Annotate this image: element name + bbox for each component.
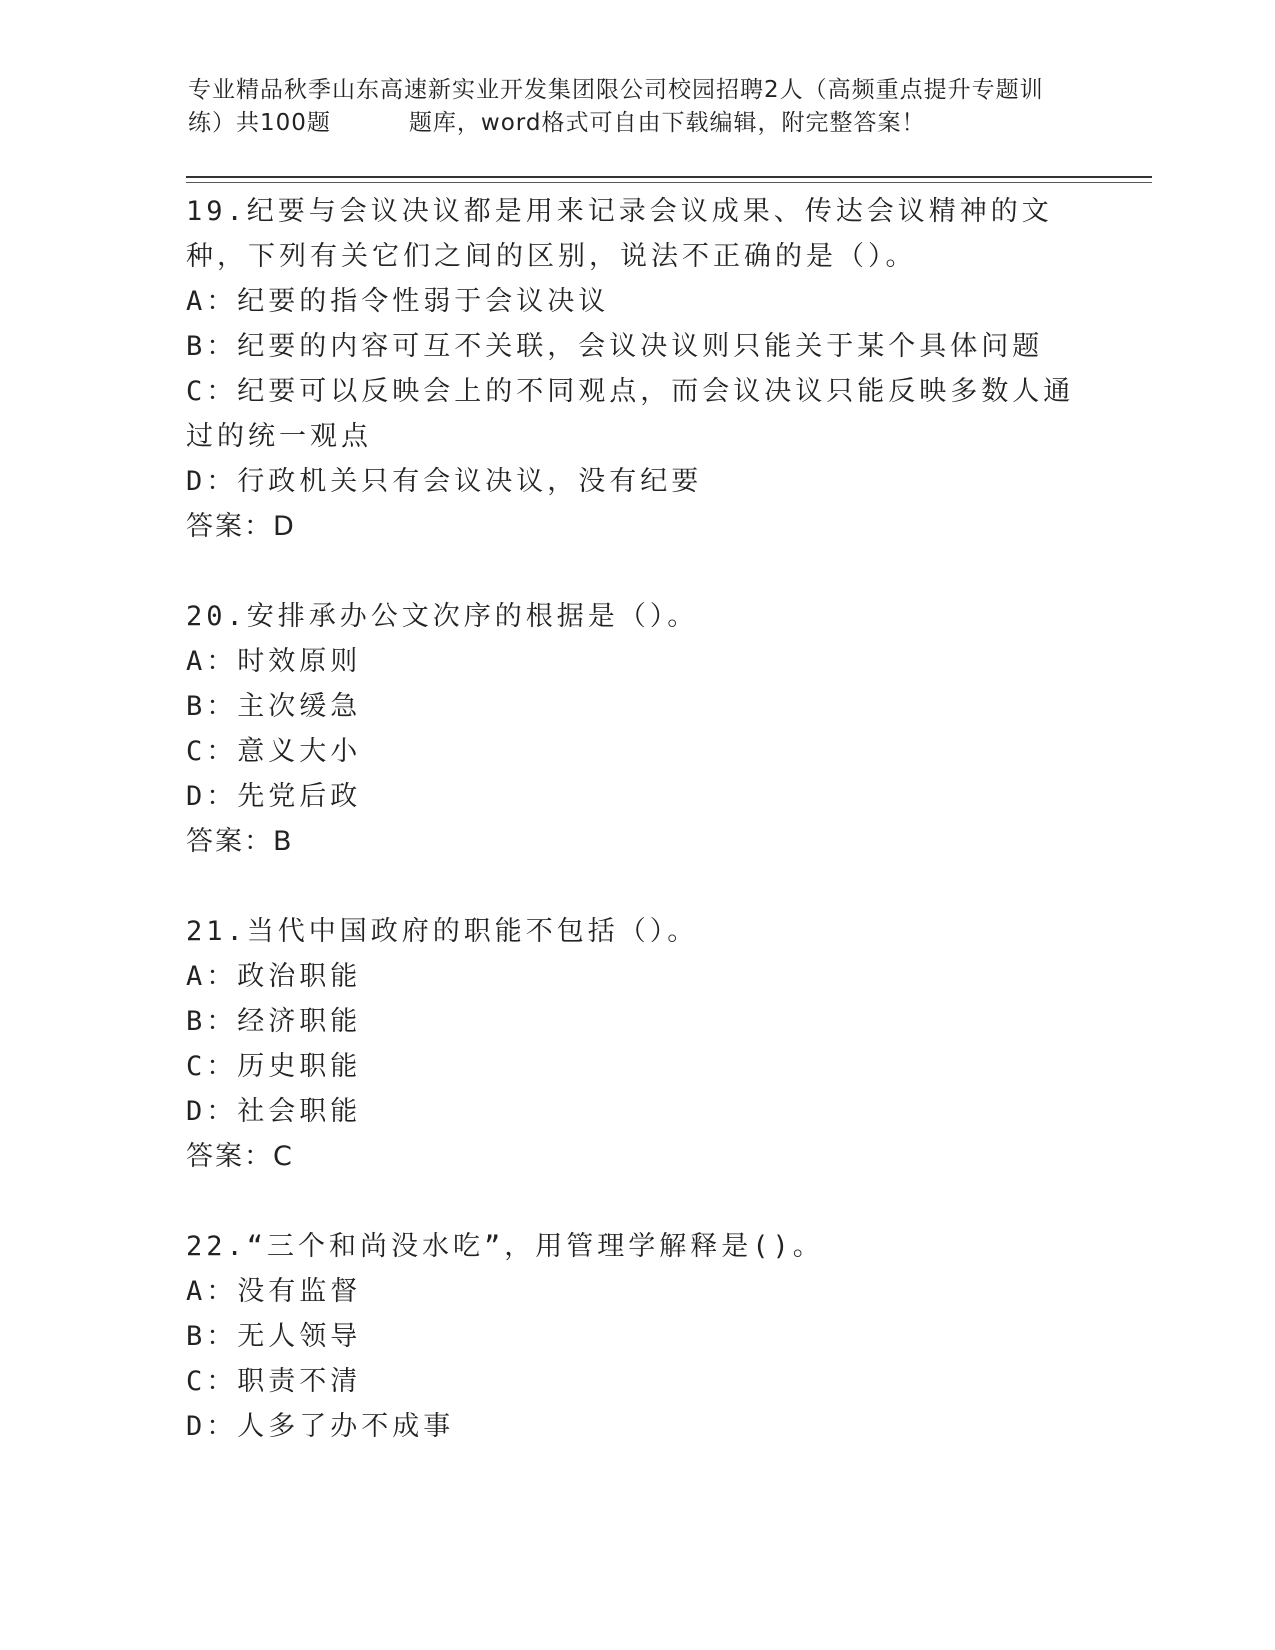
- header-line-1: 专业精品秋季山东高速新实业开发集团限公司校园招聘2人（高频重点提升专题训: [188, 77, 1044, 103]
- header-line-2: [188, 107, 1088, 140]
- answer: 答案：C: [186, 1141, 294, 1172]
- option-a: A：时效原则: [186, 646, 362, 677]
- header-line-2-left: 练）共100题: [188, 110, 331, 136]
- question-stem: 19.纪要与会议决议都是用来记录会议成果、传达会议精神的文种，下列有关它们之间的区别，说法不正确的是（）。: [186, 196, 1053, 272]
- question-list: [186, 189, 1086, 1494]
- answer: 答案：B: [186, 826, 294, 857]
- document-header: [188, 74, 1088, 140]
- question-21: [186, 909, 1086, 1179]
- option-d: D：先党后政: [186, 781, 362, 812]
- option-b: B：纪要的内容可互不关联，会议决议则只能关于某个具体问题: [186, 331, 1044, 362]
- question-stem: 20.安排承办公文次序的根据是（）。: [186, 601, 699, 632]
- option-d: D：社会职能: [186, 1096, 362, 1127]
- option-d: D：人多了办不成事: [186, 1411, 455, 1442]
- question-stem: 22.“三个和尚没水吃”，用管理学解释是()。: [186, 1231, 824, 1262]
- option-c: C：历史职能: [186, 1051, 362, 1082]
- question-19: [186, 189, 1086, 549]
- option-a: A：纪要的指令性弱于会议决议: [186, 286, 610, 317]
- option-c: C：意义大小: [186, 736, 362, 767]
- header-line-2-right: 题库，word格式可自由下载编辑，附完整答案！: [408, 110, 926, 136]
- option-c: C：纪要可以反映会上的不同观点，而会议决议只能反映多数人通过的统一观点: [186, 376, 1075, 452]
- header-divider-thick: [186, 176, 1152, 178]
- option-a: A：没有监督: [186, 1276, 362, 1307]
- option-b: B：主次缓急: [186, 691, 362, 722]
- question-22: [186, 1224, 1086, 1449]
- option-b: B：无人领导: [186, 1321, 362, 1352]
- answer: 答案：D: [186, 511, 296, 542]
- option-c: C：职责不清: [186, 1366, 362, 1397]
- option-d: D：行政机关只有会议决议，没有纪要: [186, 466, 703, 497]
- header-divider-thin: [186, 182, 1152, 183]
- option-b: B：经济职能: [186, 1006, 362, 1037]
- question-stem: 21.当代中国政府的职能不包括（）。: [186, 916, 699, 947]
- option-a: A：政治职能: [186, 961, 362, 992]
- question-20: [186, 594, 1086, 864]
